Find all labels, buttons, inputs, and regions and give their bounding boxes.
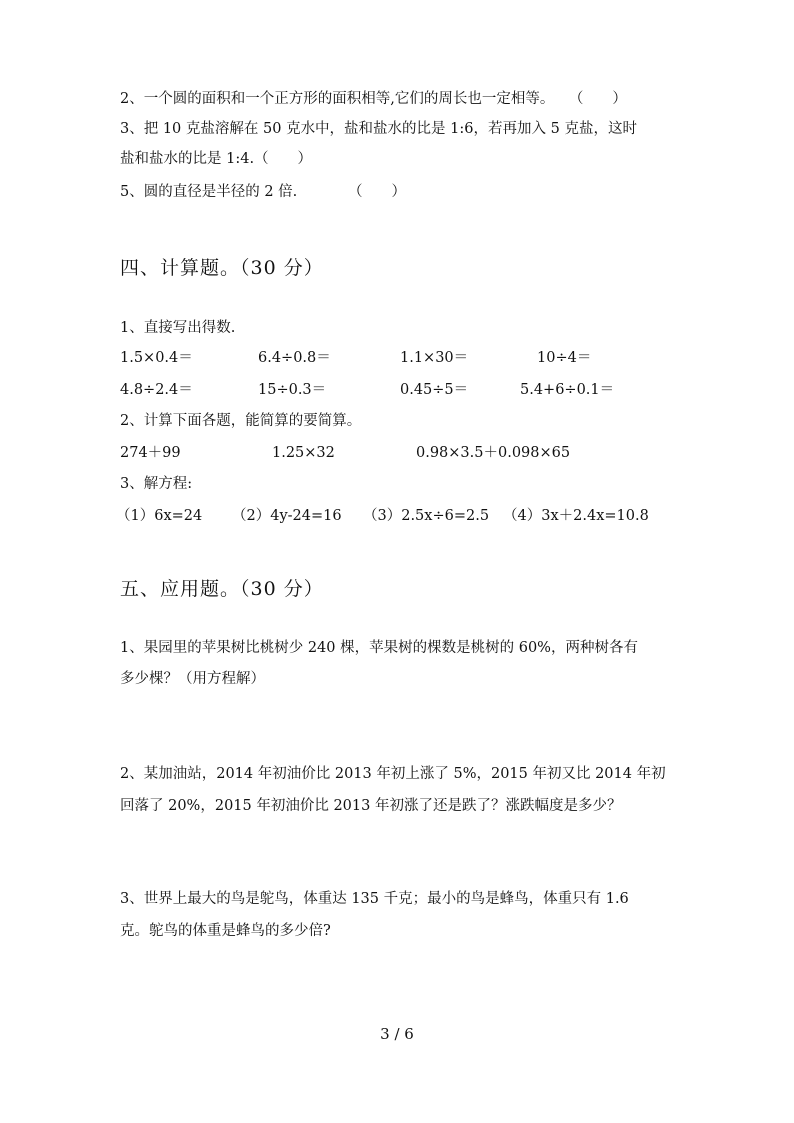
- word-problem-3-line-2: 克。鸵鸟的体重是蜂鸟的多少倍?: [120, 923, 331, 939]
- word-problem-2-line-2: 回落了 20%，2015 年初油价比 2013 年初涨了还是跌了？涨跌幅度是多少？: [120, 798, 622, 814]
- word-problem-2-line-1: 2、某加油站，2014 年初油价比 2013 年初上涨了 5%，2015 年初又比 2014 年初: [120, 766, 666, 782]
- calc-question-3-label: 3、解方程:: [120, 476, 193, 492]
- calc-item: 10÷4＝: [537, 350, 592, 366]
- calc-item: 1.1×30＝: [400, 350, 469, 366]
- calc-item: 4.8÷2.4＝: [120, 382, 193, 398]
- simplify-item: 0.98×3.5＋0.098×65: [416, 445, 571, 461]
- judgment-question-5: 5、圆的直径是半径的 2 倍. （ ）: [120, 184, 407, 200]
- calc-item: 5.4+6÷0.1＝: [520, 382, 615, 398]
- section-5-title: 五、应用题。（30 分）: [120, 578, 324, 600]
- calc-item: 0.45÷5＝: [400, 382, 469, 398]
- calc-item: 15÷0.3＝: [258, 382, 327, 398]
- word-problem-1-line-1: 1、果园里的苹果树比桃树少 240 棵，苹果树的棵数是桃树的 60%，两种树各有: [120, 640, 638, 656]
- calc-question-1-label: 1、直接写出得数.: [120, 320, 236, 336]
- simplify-item: 1.25×32: [272, 445, 335, 461]
- equation-item: （2）4y-24=16: [232, 508, 342, 524]
- page-number: 3 / 6: [380, 1025, 414, 1043]
- calc-item: 1.5×0.4＝: [120, 350, 193, 366]
- equation-item: （3）2.5x÷6=2.5: [363, 508, 490, 524]
- equation-item: （1）6x=24: [116, 508, 203, 524]
- judgment-question-3-line-2: 盐和盐水的比是 1:4.（ ）: [120, 151, 313, 167]
- simplify-item: 274＋99: [120, 445, 181, 461]
- judgment-question-2: 2、一个圆的面积和一个正方形的面积相等,它们的周长也一定相等。 （ ）: [120, 91, 627, 107]
- calc-question-2-label: 2、计算下面各题，能简算的要简算。: [120, 413, 362, 429]
- word-problem-1-line-2: 多少棵？（用方程解）: [120, 671, 265, 687]
- calc-item: 6.4÷0.8＝: [258, 350, 331, 366]
- word-problem-3-line-1: 3、世界上最大的鸟是鸵鸟，体重达 135 千克；最小的鸟是蜂鸟，体重只有 1.6: [120, 891, 629, 907]
- judgment-question-3-line-1: 3、把 10 克盐溶解在 50 克水中，盐和盐水的比是 1:6，若再加入 5 克盐，这时: [120, 121, 637, 137]
- section-4-title: 四、计算题。（30 分）: [120, 257, 324, 279]
- equation-item: （4）3x＋2.4x=10.8: [503, 508, 649, 524]
